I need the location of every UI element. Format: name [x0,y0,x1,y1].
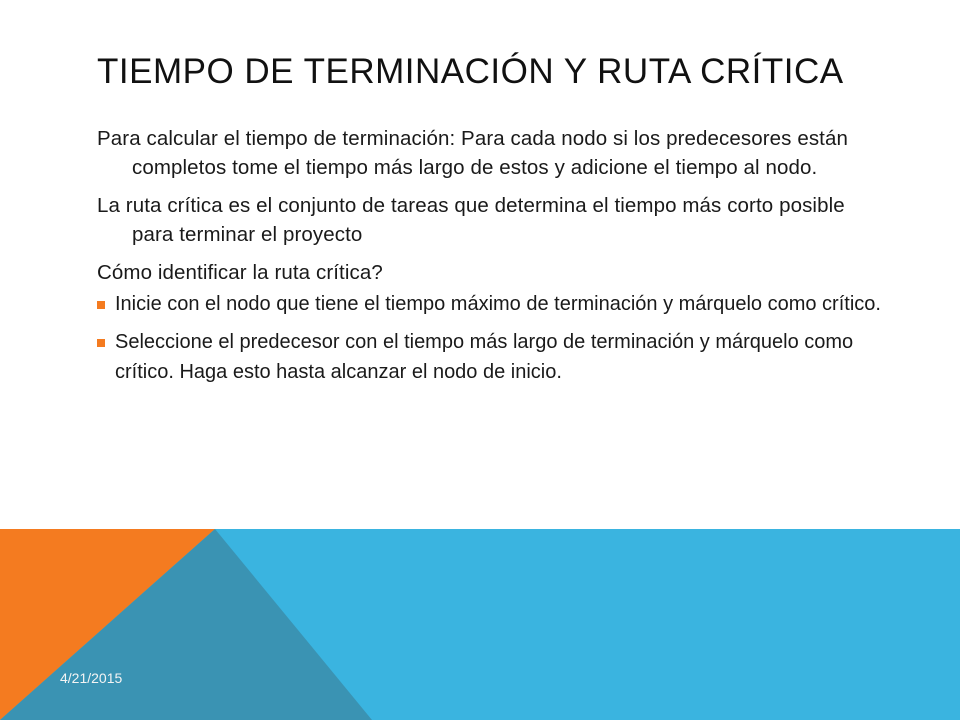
paragraph-critical-path-definition: La ruta crítica es el conjunto de tareas que determina el tiempo más corto posible para terminar el proyecto [97,194,845,246]
bullet-text: Inicie con el nodo que tiene el tiempo máximo de terminación y márquelo como crítico. [115,293,881,315]
footer-shapes [0,529,960,720]
orange-square-bullet-icon [97,339,105,347]
slide-content [97,124,887,395]
paragraph-completion-time: Para calcular el tiempo de terminación: Para cada nodo si los predecesores están completos tome el tiempo más largo de estos y adicione el tiempo al nodo. [97,127,848,179]
paragraph-how-to-identify: Cómo identificar la ruta crítica? [97,261,383,284]
bullet-item-start-node [97,289,887,319]
slide-date: 4/21/2015 [60,670,123,686]
bullet-item-select-predecessor [97,327,887,387]
bullet-text: Seleccione el predecesor con el tiempo más largo de terminación y márquelo como crítico. Haga esto hasta alcanzar el nodo de inicio. [115,331,854,383]
footer-decorative-band [0,529,960,720]
orange-square-bullet-icon [97,301,105,309]
slide-title: TIEMPO DE TERMINACIÓN Y RUTA CRÍTICA [97,52,844,91]
